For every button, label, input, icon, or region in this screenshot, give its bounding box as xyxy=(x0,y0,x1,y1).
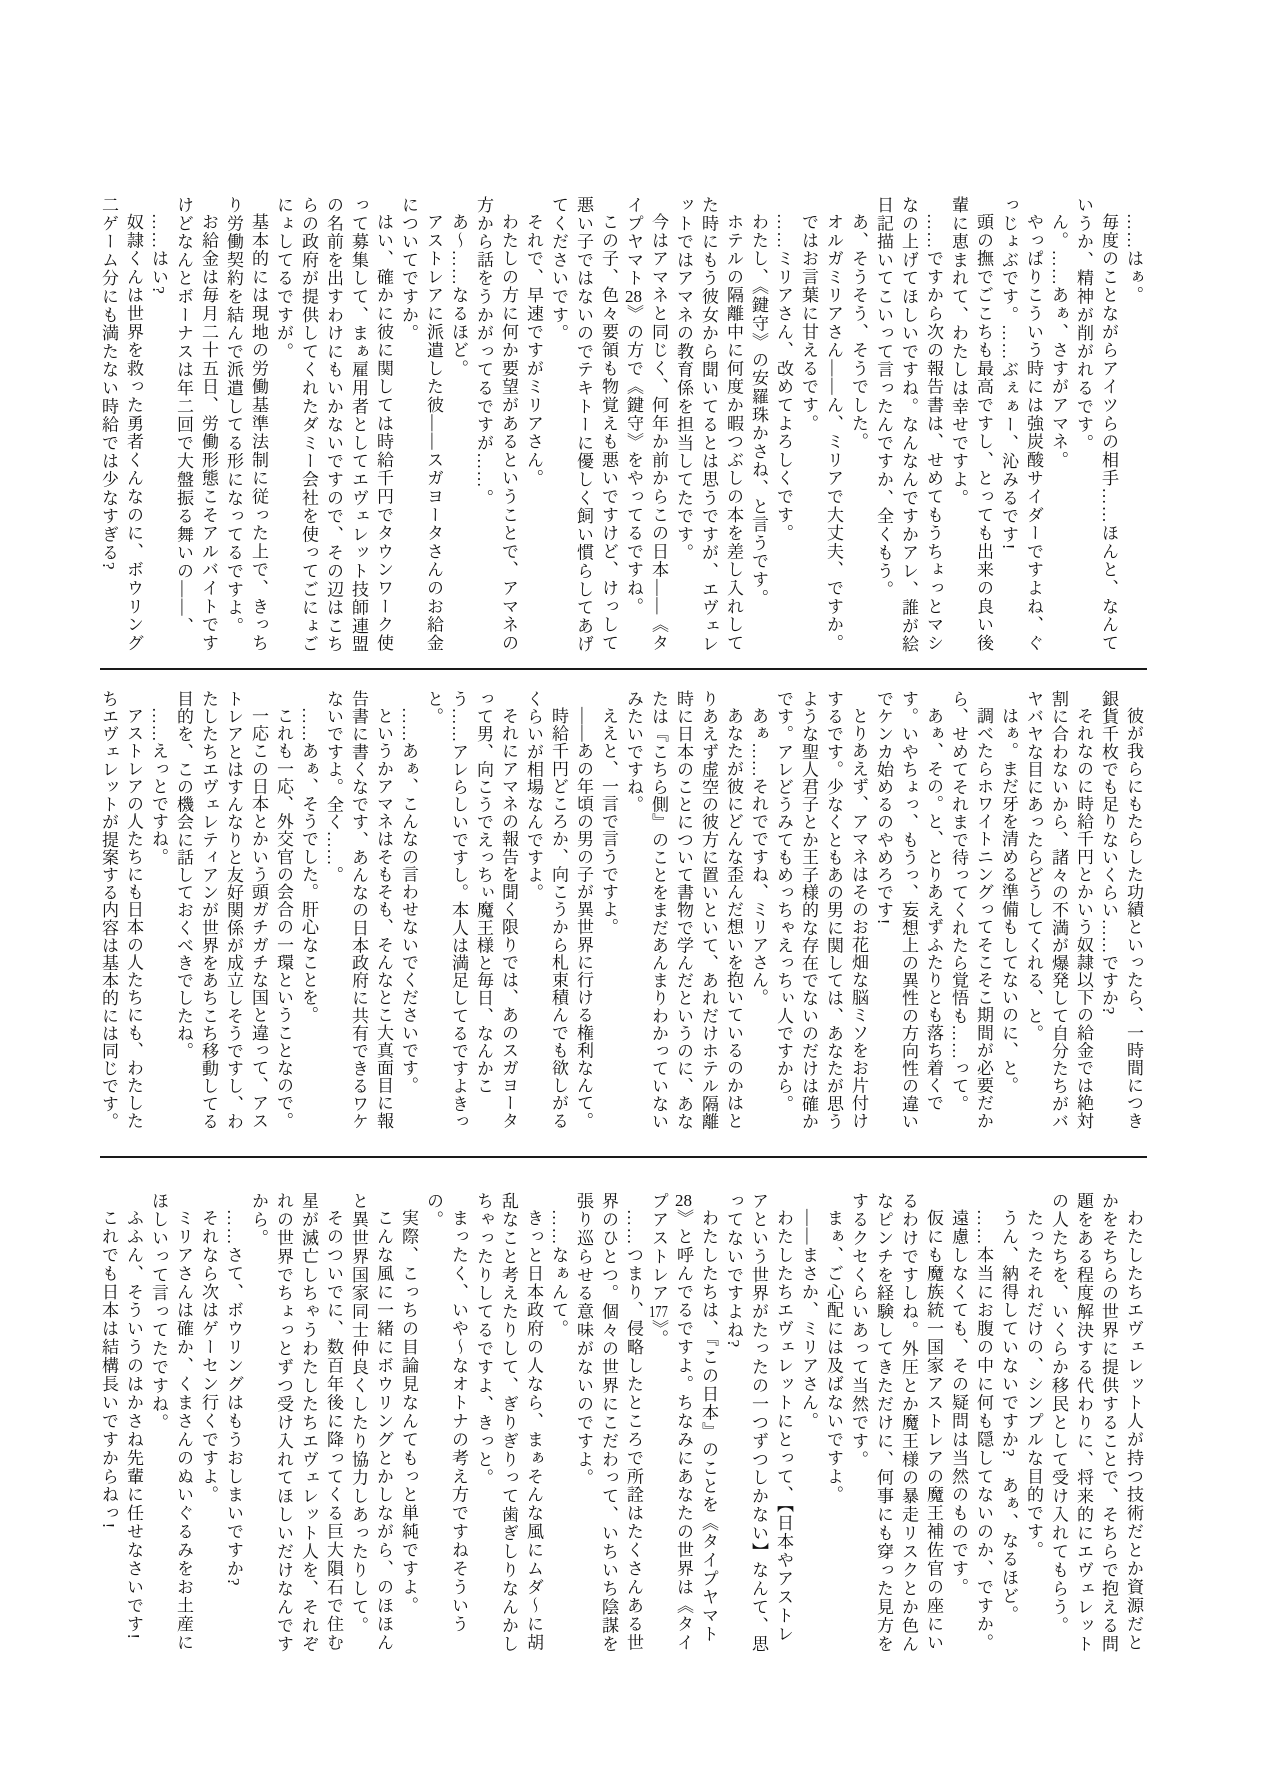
paragraph: この子、色々要領も物覚えも悪いですけど、けっして悪い子ではないのでテキトーに優しく飼い慣らしてあげてくださいです。 xyxy=(549,196,618,654)
paragraph: ん。……あぁ、さすがアマネ。 xyxy=(1049,213,1068,470)
paragraph: ……あぁ、そうでした。肝心なことを。 xyxy=(299,707,318,1024)
section-divider-bottom xyxy=(100,1156,1147,1158)
paragraph: 彼が我らにもたらした功績といったら、一時間につき銀貨千枚でも足りないくらい……ですか? xyxy=(1099,690,1143,1130)
paragraph: わたしたちは、『この日本』のことを《タイプヤマト28》と呼んでるですよ。ちなみにあなたの世界は《タイプアストレア177》。 xyxy=(649,1192,718,1652)
paragraph: やっぱりこういう時には強炭酸サイダーですよね、ぐっじょぶです。……ぶぇぁー、沁みるです! xyxy=(999,196,1043,653)
paragraph: ……ミリアさん、改めてよろしくです。 xyxy=(774,213,793,543)
paragraph: まったく、いや〜なオトナの考え方ですねそういうの。 xyxy=(424,1192,468,1634)
paragraph: アストレアに派遣した彼——スガヨータさんのお給金についてですか。 xyxy=(399,196,443,653)
paragraph: あぁ……それでですね、ミリアさん。 xyxy=(749,707,768,1007)
paragraph: うん、納得していないですか? あぁ、なるほど。 xyxy=(999,1209,1018,1624)
paragraph: 一応この日本とかいう頭ガチガチな国と違って、アストレアとはすんなりと友好関係が成立しそうですし、わたしたちエヴェレティアンが世界をあちこち移動してる目的を、この機会に話しておくべきでしたね。 xyxy=(174,690,268,1130)
paragraph: オルガミリアさん——ん、ミリアで大丈夫、ですか。 xyxy=(824,213,843,653)
paragraph: はぁ。まだ牙を清める準備もしてないのに、と。 xyxy=(999,707,1018,1095)
paragraph: 実際、こっちの目論見なんてもっと単純ですよ。 xyxy=(399,1209,418,1615)
paragraph: あ〜……なるほど。 xyxy=(449,213,468,378)
paragraph: 毎度のことながらアイツらの相手……ほんと、なんていうか、精神が削がれるです。 xyxy=(1074,196,1118,653)
paragraph: それにアマネの報告を聞く限りでは、あのスガヨータって男、向こうでえっちぃ魔王様と毎日、なんかこう……アレらしいですし。本人は満足してるですよきっと。 xyxy=(424,690,518,1130)
tatechuyoko-number: 28 xyxy=(675,1192,692,1209)
paragraph: 今はアマネと同じく、何年か前からこの日本——《タイプヤマト28》の方で《鍵守》をやってるですね。 xyxy=(624,196,668,653)
paragraph: ……さて、ボウリングはもうおしまいですか? xyxy=(224,1209,243,1587)
paragraph: これでも日本は結構長いですからねっ! xyxy=(99,1209,118,1530)
paragraph: ……あぁ、こんなの言わせないでくださいです。 xyxy=(399,707,418,1095)
paragraph: 時給千円どころか、向こうから札束積んでも欲しがるくらいが相場なんですよ。 xyxy=(524,690,568,1130)
paragraph: こんな風に一緒にボウリングとかしながら、のほほんと異世界国家同士仲良くしたり協力しあったりして。 xyxy=(349,1192,393,1652)
text-section-bottom xyxy=(96,1192,1146,1654)
paragraph: ……本当にお腹の中に何も隠してないのか、ですか。 xyxy=(974,1209,993,1652)
paragraph: ——あの年頃の男の子が異世界に行ける権利なんて。 xyxy=(574,707,593,1130)
paragraph: あ、そうそう、そうでした。 xyxy=(849,213,868,451)
paragraph: ホテルの隔離中に何度か暇つぶしの本を差し入れしてた時にもう彼女から聞いてるとは思うですが、エヴェレットではアマネの教育係を担当してたです。 xyxy=(674,196,743,654)
paragraph: ——まさか、ミリアさん。 xyxy=(799,1209,818,1431)
paragraph: それで、早速ですがミリアさん。 xyxy=(524,213,543,488)
paragraph: たったそれだけの、シンプルな目的です。 xyxy=(1024,1209,1043,1560)
section-divider-top xyxy=(100,668,1147,670)
paragraph: ……はい? xyxy=(149,213,168,296)
paragraph: まぁ、ご心配には及ばないですよ。 xyxy=(824,1209,843,1505)
paragraph: 頭の撫でごこちも最高ですし、とっても出来の良い後輩に恵まれて、わたしは幸せですよ。 xyxy=(949,196,993,653)
paragraph: ふふん、そういうのはかさね先輩に任せなさいです! xyxy=(124,1209,143,1641)
paragraph: ええと、一言で言うですよ。 xyxy=(599,707,618,936)
paragraph: そのついでに、数百年後に降ってくる巨大隕石で住む星が滅亡しちゃうわたしたちエヴェレット人を、それぞれの世界でちょっとずつ受け入れてほしいだけなんですから。 xyxy=(249,1192,343,1654)
paragraph: というかアマネはそもそも、そんなとこ大真面目に報告書に書くなです、あんなの日本政府に共有できるワケないですよ。全く……。 xyxy=(324,690,393,1130)
paragraph: ミリアさんは確か、くまさんのぬいぐるみをお土産にほしいって言ってたですね。 xyxy=(149,1192,193,1652)
paragraph: それなら次はゲーセン行くですよ。 xyxy=(199,1209,218,1505)
paragraph: お給金は毎月二十五日、労働形態こそアルバイトですけどなんとボーナスは年二回で大盤振る舞いの——、 xyxy=(174,196,218,653)
paragraph: わたし、《鍵守》の安羅珠かさね、と言うです。 xyxy=(749,213,768,608)
paragraph: それなのに時給千円とかいう奴隷以下の給金では絶対割に合わないから、諸々の不満が爆発して自分たちがバヤバヤな目にあったらどうしてくれる、と。 xyxy=(1024,690,1093,1130)
paragraph: ……ですから次の報告書は、せめてもうちょっとマシなの上げてほしいですね。なんなんですかアレ、誰が絵日記描いてこいって言ったんですか、全くもう。 xyxy=(874,196,943,654)
paragraph: きっと日本政府の人なら、まぁそんな風にムダ〜に胡乱なこと考えたりして、ぎりぎりって歯ぎしりなんかしちゃったりしてるですよ、きっと。 xyxy=(474,1192,543,1654)
paragraph: わたしたちエヴェレット人が持つ技術だとか資源だとかをそちらの世界に提供することで、そちらで抱える問題をある程度解決する代わりに、将来的にエヴェレットの人たちを、いくらか移民として受け入れてもらう。 xyxy=(1049,1192,1143,1654)
paragraph: はい、確かに彼に関しては時給千円でタウンワーク使って募集して、まぁ雇用者としてエヴェレット技師連盟の名前を出すわけにもいかないですので、その辺はこちらの政府が提供してくれたダミー会社を使ってごにょごにょしてるですが。 xyxy=(274,196,393,654)
paragraph: 遠慮しなくても、その疑問は当然のものです。 xyxy=(949,1209,968,1597)
paragraph: 奴隷くんは世界を救った勇者くんなのに、ボウリング二ゲーム分にも満たない時給では少なすぎる? xyxy=(99,196,143,653)
paragraph: あぁ、その。と、とりあえずふたりとも落ち着くです。いやちょっ、もうっ、妄想上の異性の方向性の違いでケンカ始めるのやめろです! xyxy=(874,690,943,1130)
paragraph: ……えっとですね。 xyxy=(149,707,168,866)
paragraph: 調べたらホワイトニングってそこそこ期間が必要だから、せめてそれまで待ってくれたら覚悟も……って。 xyxy=(949,690,993,1130)
paragraph: あなたが彼にどんな歪んだ想いを抱いているのかはとりあえず虚空の彼方に置いといて、あれだけホテル隔離時に日本のことについて書物で学んだというのに、あなたは『こちら側』のことをまだあんまりわかっていないみたいですね。 xyxy=(624,690,743,1130)
tatechuyoko-number: 177 xyxy=(649,1302,668,1320)
paragraph: 仮にも魔族統一国家アストレアの魔王補佐官の座にいるわけですしね。外圧とか魔王様の暴走リスクとか色んなピンチを経験してきただけに、何事にも穿った見方をするクセくらいあって当然です。 xyxy=(849,1192,943,1654)
paragraph: わたしたちエヴェレットにとって、【日本やアストレアという世界がたったの一つずつしかない】なんて、思ってないですよね? xyxy=(724,1192,793,1654)
paragraph: とりあえず、アマネはそのお花畑な脳ミソをお片付けするです。少なくともあの男に関しては、あなたが思うような聖人君子とか王子様的な存在でないのだけは確かです。アレどうみてもめっちゃえっちぃ人ですから。 xyxy=(774,690,868,1130)
paragraph: ……はぁ。 xyxy=(1124,213,1143,305)
paragraph: これも一応、外交官の会合の一環ということなので。 xyxy=(274,707,293,1130)
text-section-top xyxy=(96,196,1146,655)
text-section-middle xyxy=(96,690,1146,1131)
paragraph: ……つまり、侵略したところで所詮はたくさんある世界のひとつ。個々の世界にこだわって、いちいち陰謀を張り巡らせる意味がないのですよ。 xyxy=(574,1192,643,1654)
paragraph: アストレアの人たちにも日本の人たちにも、わたしたちエヴェレットが提案する内容は基本的には同じです。 xyxy=(99,690,143,1130)
paragraph: わたしの方に何か要望があるということで、アマネの方から話をうかがってるですが……。 xyxy=(474,196,518,653)
tatechuyoko-number: 28 xyxy=(625,287,642,305)
paragraph: 基本的には現地の労働基準法制に従った上で、きっちり労働契約を結んで派遣してる形になってるですよ。 xyxy=(224,196,268,653)
paragraph: ではお言葉に甘えるです。 xyxy=(799,213,818,433)
paragraph: ……なぁんて。 xyxy=(549,1209,568,1339)
